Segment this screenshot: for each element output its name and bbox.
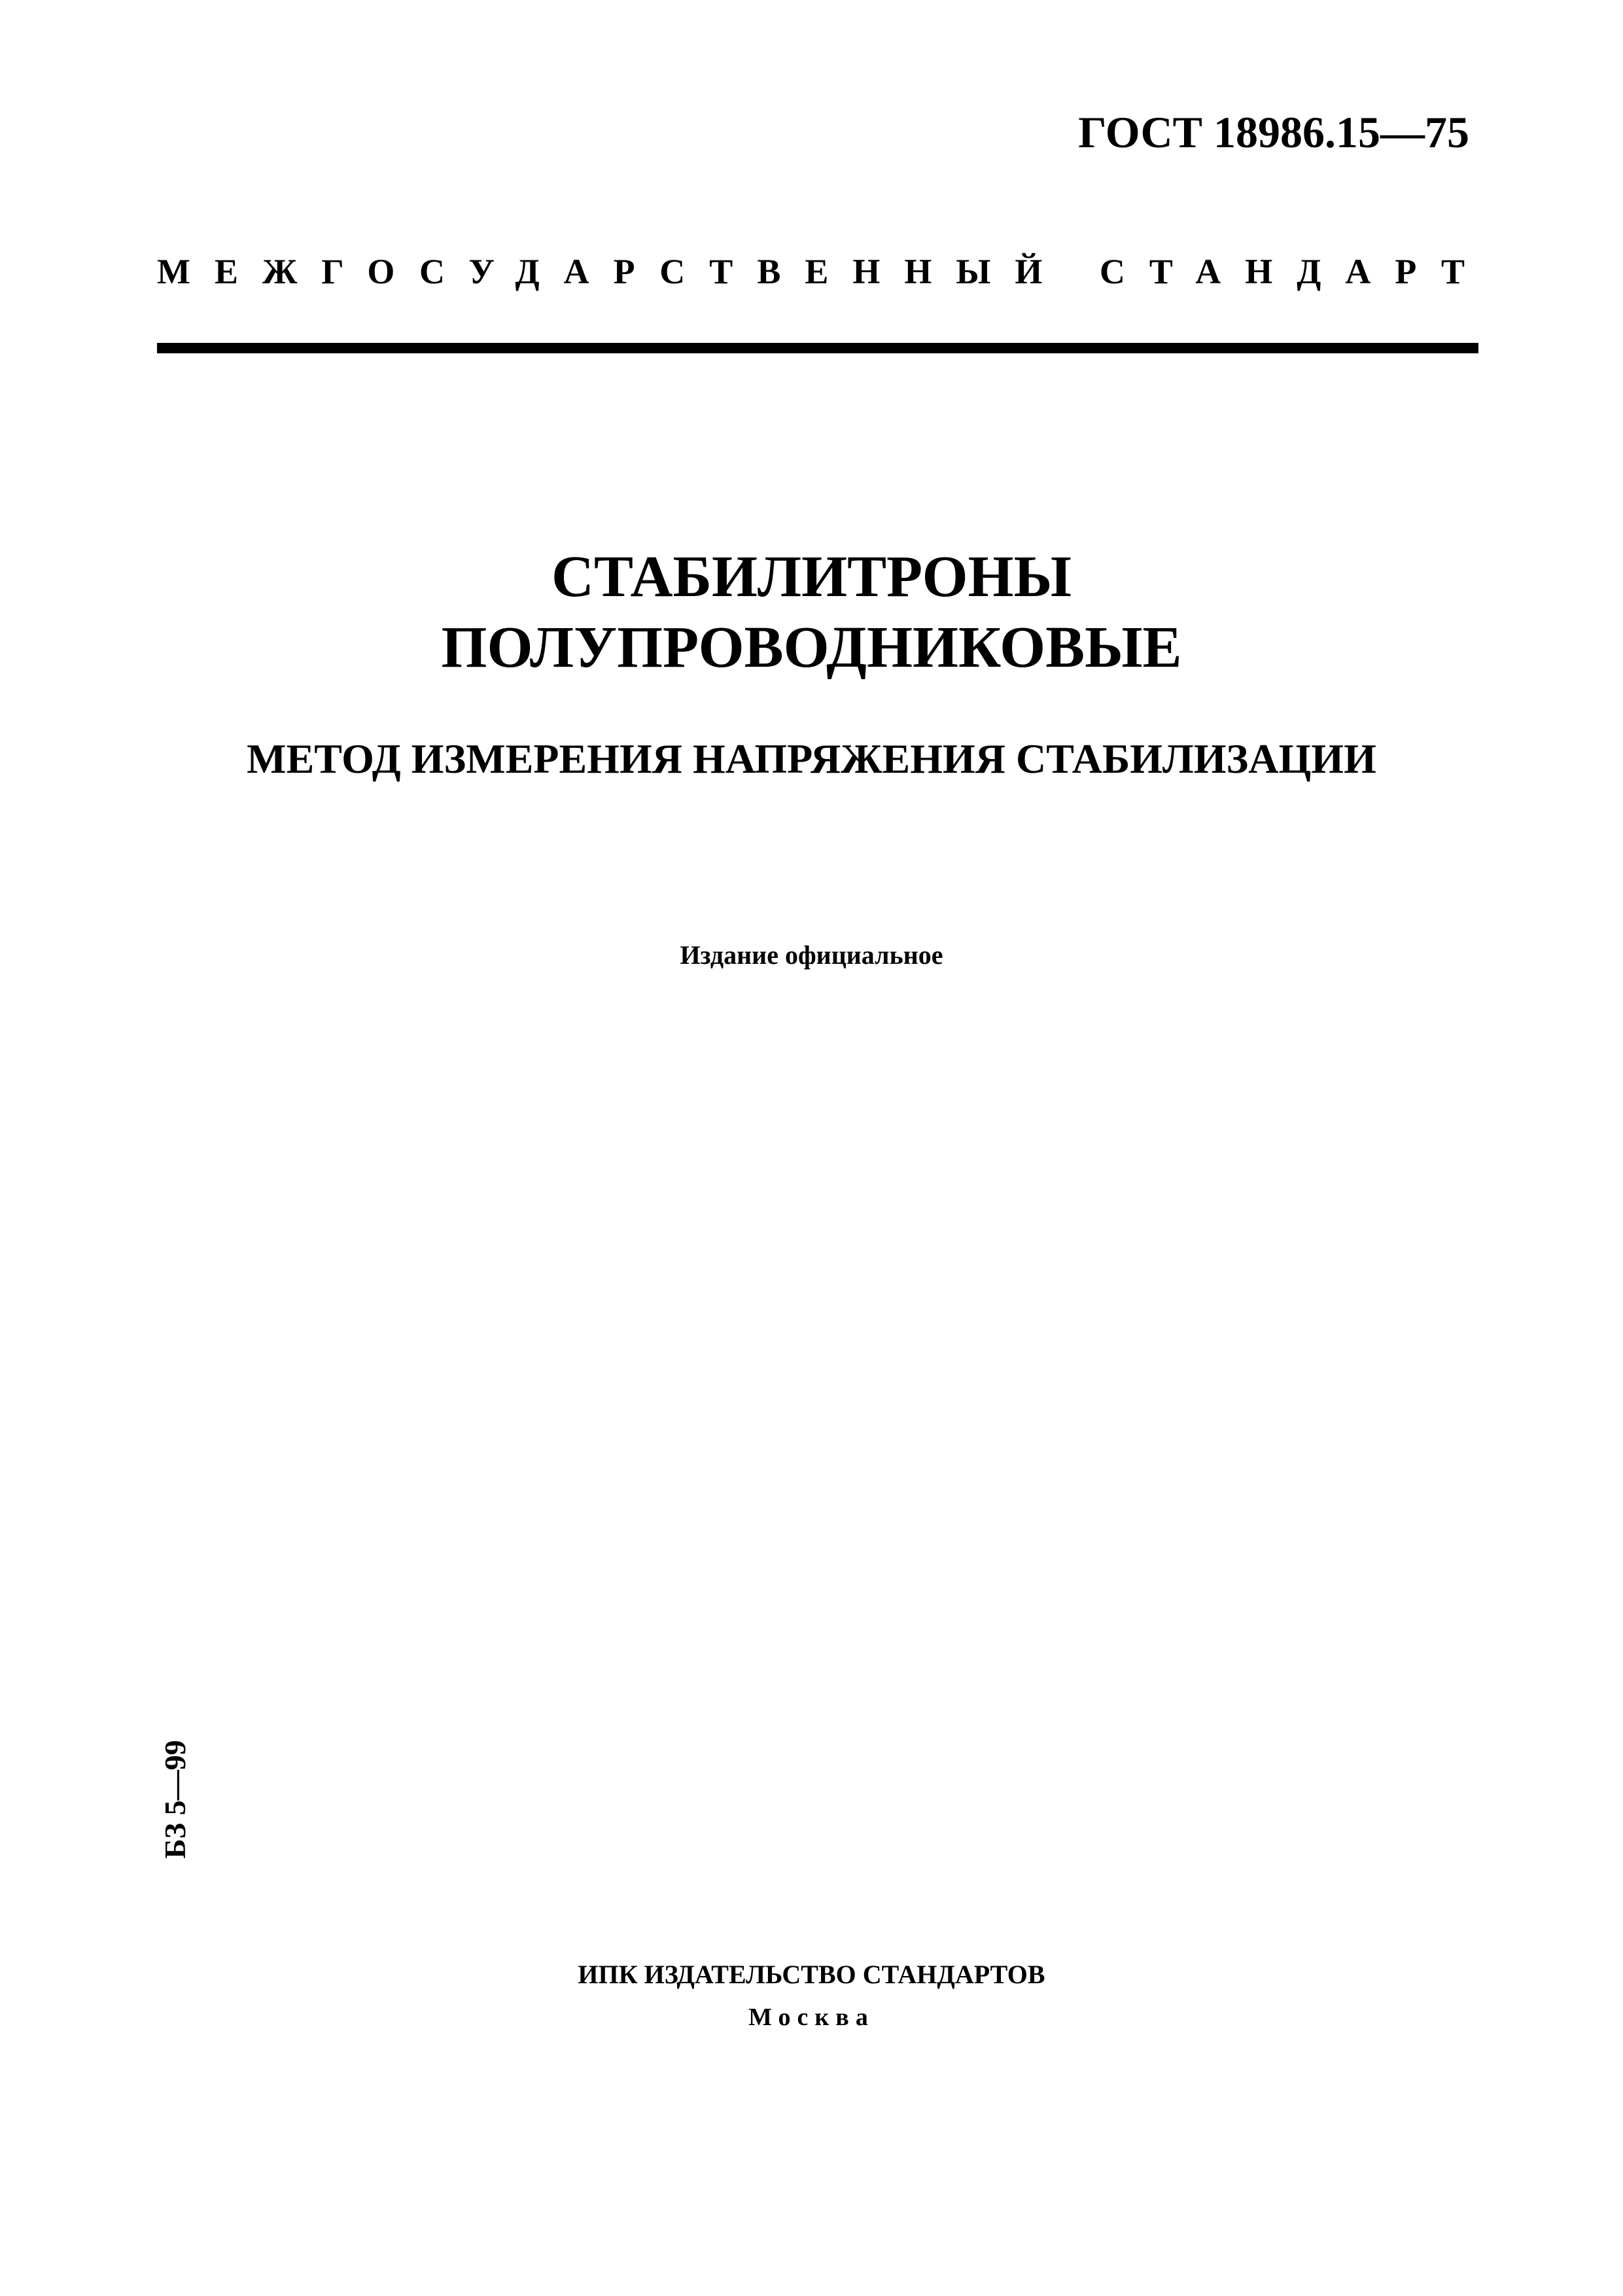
main-title	[0, 542, 1623, 683]
side-code: БЗ 5—99	[158, 1740, 192, 1859]
publisher-name: ИПК ИЗДАТЕЛЬСТВО СТАНДАРТОВ	[578, 1960, 1045, 1989]
standard-type-heading: МЕЖГОСУДАРСТВЕННЫЙ СТАНДАРТ	[157, 252, 1490, 291]
main-title-line-2: ПОЛУПРОВОДНИКОВЫЕ	[441, 615, 1182, 680]
edition-note: Издание официальное	[680, 940, 943, 970]
header-divider	[157, 343, 1478, 353]
publisher-city: Москва	[748, 2004, 875, 2031]
subtitle: МЕТОД ИЗМЕРЕНИЯ НАПРЯЖЕНИЯ СТАБИЛИЗАЦИИ	[247, 735, 1376, 782]
main-title-line-1: СТАБИЛИТРОНЫ	[551, 544, 1072, 609]
document-number: ГОСТ 18986.15—75	[1078, 107, 1469, 157]
